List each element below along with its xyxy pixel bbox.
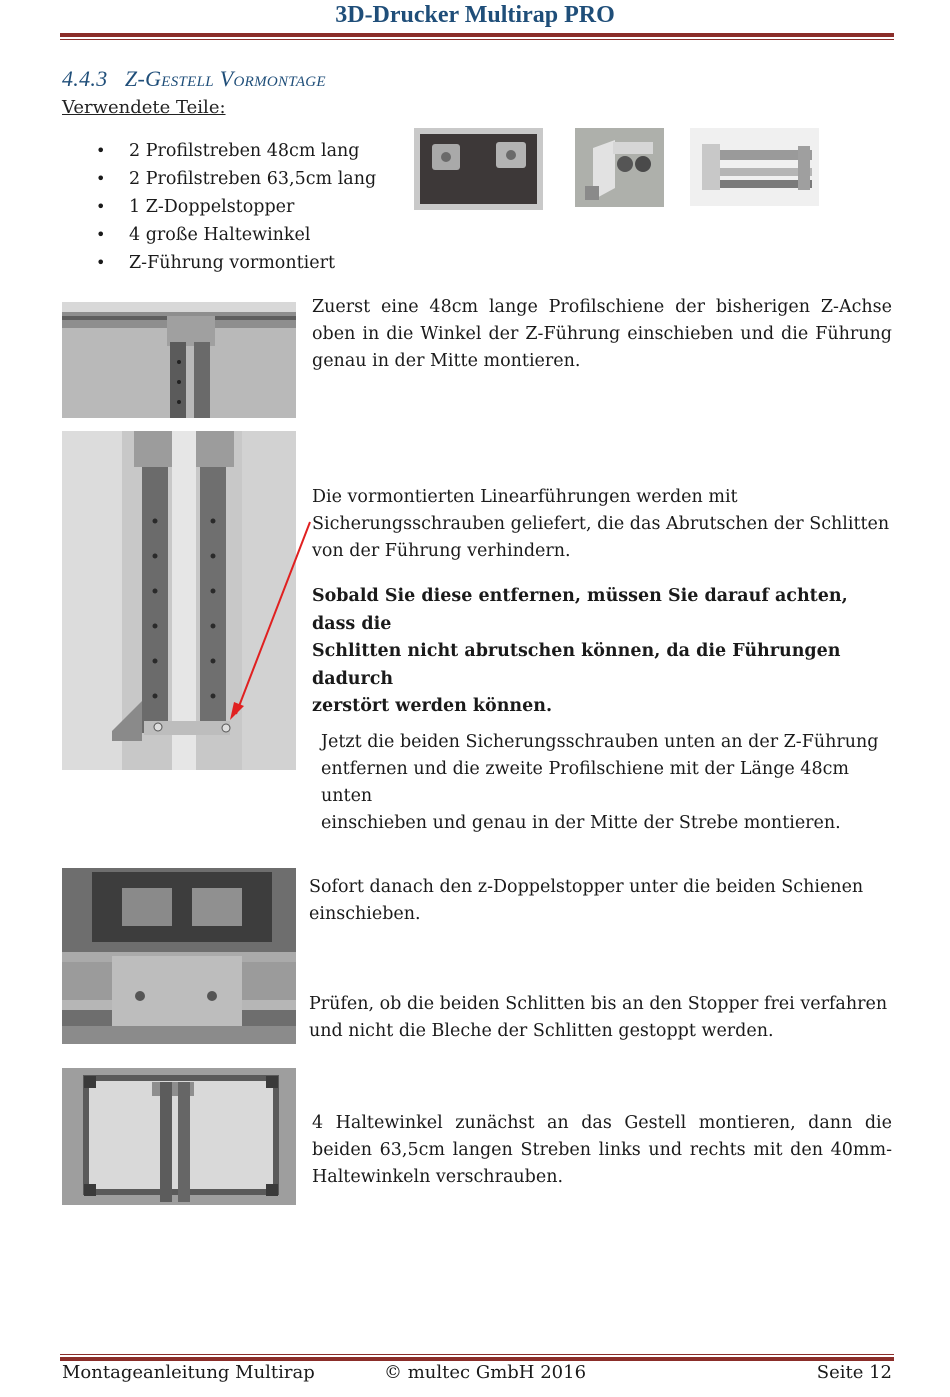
step4-text: Sofort danach den z-Doppelstopper unter die beiden Schienen einschieben. [309, 877, 864, 924]
list-item: • Z-Führung vormontiert [96, 248, 376, 276]
list-item: • 1 Z-Doppelstopper [96, 192, 376, 220]
list-item: • 2 Profilstreben 48cm lang [96, 136, 376, 164]
section-title-word2: Vormontage [219, 66, 326, 91]
photo-step4-double-stopper [62, 868, 296, 1044]
warning-text: Sobald Sie diese entfernen, müssen Sie darauf achten, dass die Schlitten nicht abrutschen können, da die Führungen dadurch zerstört werden können. [312, 586, 848, 716]
parts-list [96, 136, 376, 276]
step2-text: Die vormontierten Linearführungen werden mit Sicherungsschrauben geliefert, die das Abrutschen der Schlitten von der Führung verhindern. [312, 487, 890, 561]
section-number: 4.4.3 [62, 66, 108, 91]
footer-page-number: Seite 12 [816, 1362, 892, 1383]
footer-left: Montageanleitung Multirap [62, 1362, 315, 1383]
photo-t-nut-plate [414, 128, 543, 210]
document-header-title: 3D-Drucker Multirap PRO [335, 2, 615, 28]
footer-rule [60, 1354, 894, 1361]
section-title [62, 66, 326, 92]
list-item: • 2 Profilstreben 63,5cm lang [96, 164, 376, 192]
step3-text: Jetzt die beiden Sicherungsschrauben unten an der Z-Führung entfernen und die zweite Profilschiene mit der Länge 48cm unten einschieben und genau in der Mitte der Strebe montieren. [321, 732, 879, 833]
photo-step6-frame [62, 1068, 296, 1205]
parts-heading: Verwendete Teile: [62, 97, 226, 118]
photo-bracket [575, 128, 664, 207]
section-title-word1: Z-Gestell [124, 66, 214, 91]
list-item: • 4 große Haltewinkel [96, 220, 376, 248]
header-rule [60, 33, 894, 40]
footer-center: © multec GmbH 2016 [384, 1362, 587, 1383]
step1-text: Zuerst eine 48cm lange Profilschiene der bisherigen Z-Achse oben in die Winkel der Z-Führung einschieben und die Führung genau in der Mitte montieren. [312, 297, 892, 371]
step5-text: Prüfen, ob die beiden Schlitten bis an den Stopper frei verfahren und nicht die Bleche der Schlitten gestoppt werden. [309, 994, 888, 1041]
photo-z-guide [690, 128, 819, 206]
step6-text: 4 Haltewinkel zunächst an das Gestell montieren, dann die beiden 63,5cm langen Streben links und rechts mit den 40mm-Haltewinkeln verschrauben. [312, 1113, 892, 1187]
photo-step1-rail-mounted [62, 302, 296, 418]
red-arrow-icon [226, 518, 316, 722]
